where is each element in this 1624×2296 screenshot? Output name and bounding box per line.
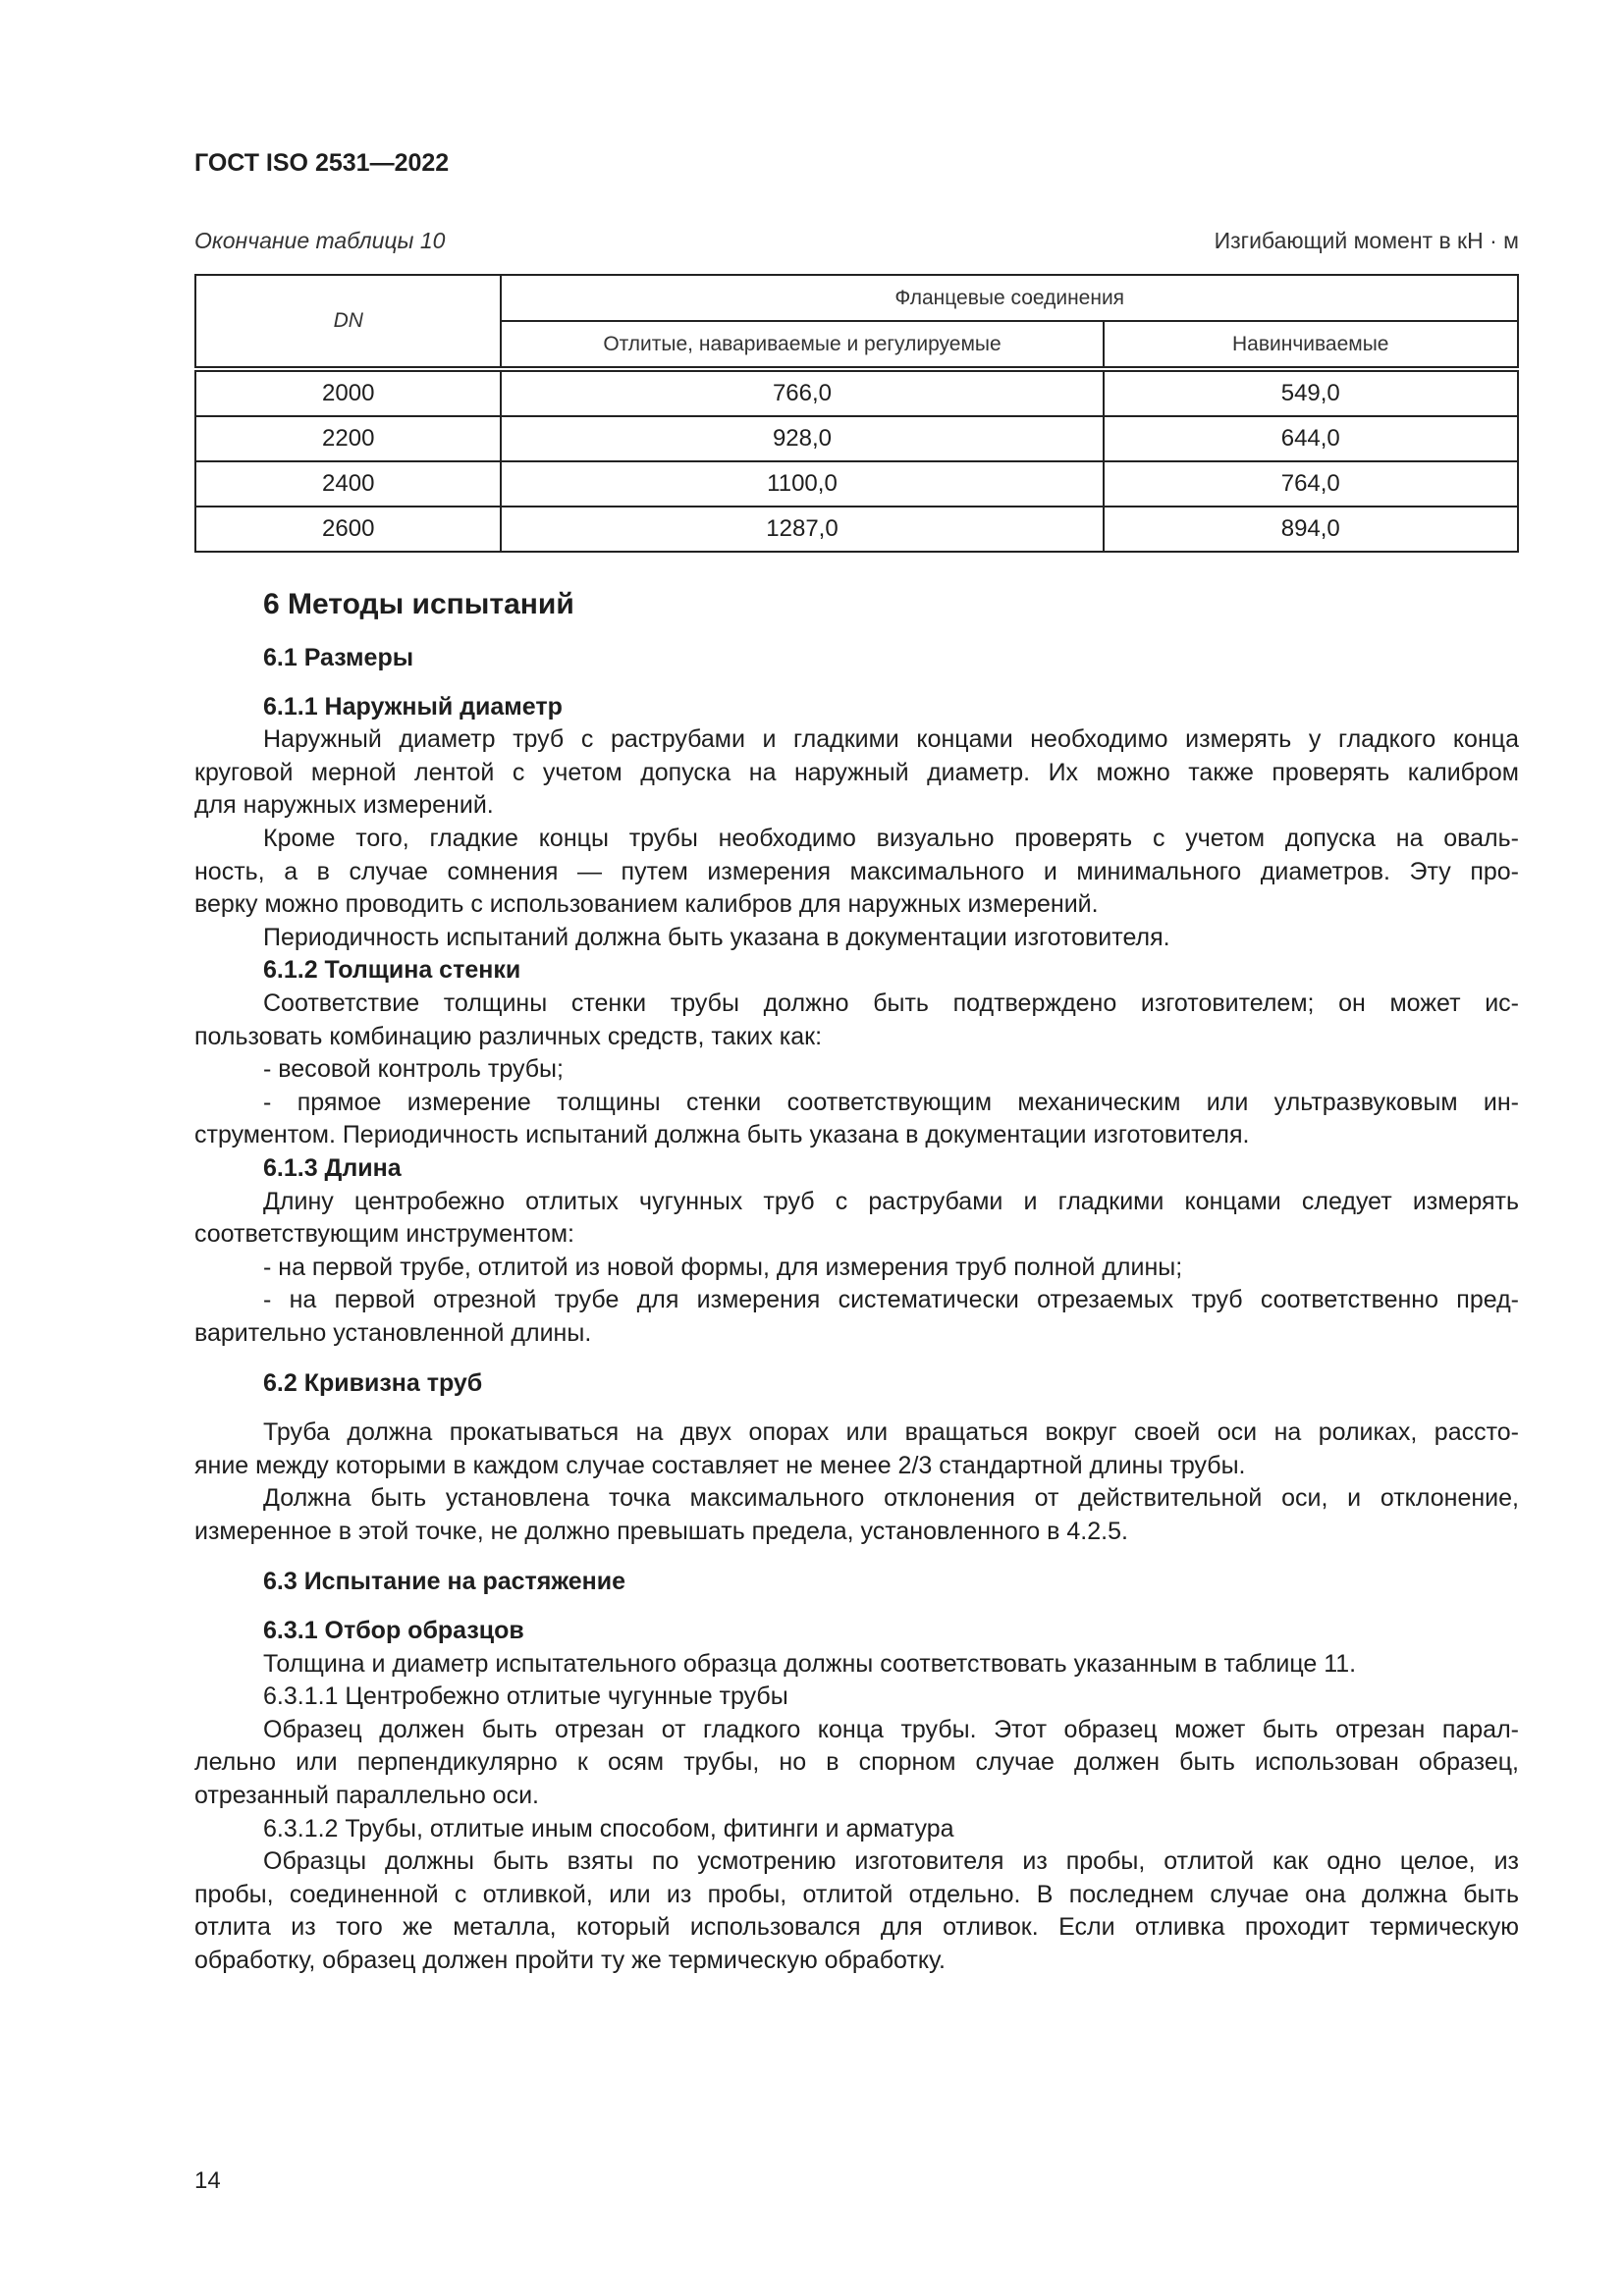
text-line: Образец должен быть отрезан от гладкого конца трубы. Этот образец может быть отрезан парал- xyxy=(263,1715,1519,1743)
text-line: круговой мерной лентой с учетом допуска на наружный диаметр. Их можно также проверять калибром xyxy=(194,758,1519,786)
paragraph xyxy=(194,922,1519,955)
cell-dn: 2600 xyxy=(195,507,501,552)
cell-dn: 2400 xyxy=(195,461,501,507)
text-line: струментом. Периодичность испытаний должна быть указана в документации изготовителя. xyxy=(194,1121,1250,1149)
text-line: - на первой трубе, отлитой из новой формы, для измерения труб полной длины; xyxy=(263,1253,1183,1281)
document-body xyxy=(194,585,1519,1978)
text-line: Образцы должны быть взяты по усмотрению изготовителя из пробы, отлитой как одно целое, из xyxy=(263,1847,1519,1876)
text-line: Труба должна прокатываться на двух опорах или вращаться вокруг своей оси на роликах, рассто- xyxy=(263,1418,1519,1447)
cell-screwed: 764,0 xyxy=(1104,461,1518,507)
subsection-heading: 6.1.1 Наружный диаметр xyxy=(263,692,563,721)
subsection-heading: 6.3.1 Отбор образцов xyxy=(263,1617,524,1645)
text-line: пробы, соединенной с отливкой, или из пробы, отлитой отдельно. В последнем случае она должна быть xyxy=(194,1880,1519,1908)
table-row xyxy=(195,461,1518,507)
cell-cast: 1100,0 xyxy=(501,461,1103,507)
cell-cast: 1287,0 xyxy=(501,507,1103,552)
cell-dn: 2200 xyxy=(195,416,501,461)
paragraph xyxy=(194,1845,1519,1977)
text-line: обработку, образец должен пройти ту же термическую обработку. xyxy=(194,1946,946,1974)
text-line: отрезанный параллельно оси. xyxy=(194,1782,540,1809)
section-heading: 6 Методы испытаний xyxy=(263,588,574,620)
paragraph xyxy=(194,1648,1519,1682)
paragraph xyxy=(194,1416,1519,1482)
text-line: Кроме того, гладкие концы трубы необходимо визуально проверять с учетом допуска на оваль- xyxy=(263,824,1519,852)
text-line: пользовать комбинацию различных средств, таких как: xyxy=(194,1022,823,1050)
table-row xyxy=(195,507,1518,552)
cell-cast: 766,0 xyxy=(501,369,1103,416)
paragraph xyxy=(194,1252,1519,1285)
text-line: Длину центробежно отлитых чугунных труб с раструбами и гладкими концами следует измерять xyxy=(263,1187,1519,1215)
paragraph xyxy=(194,988,1519,1053)
table-caption: Окончание таблицы 10 xyxy=(194,228,446,253)
table-10 xyxy=(194,274,1519,553)
paragraph xyxy=(194,1284,1519,1350)
paragraph xyxy=(194,1186,1519,1252)
header-flanged-joints: Фланцевые соединения xyxy=(501,275,1518,321)
text-line: ность, а в случае сомнения — путем измерения максимального и минимального диаметров. Эту про- xyxy=(194,857,1519,885)
text-line: Толщина и диаметр испытательного образца должны соответствовать указанным в таблице 11. xyxy=(263,1649,1357,1678)
text-line: измеренное в этой точке, не должно превышать предела, установленного в 4.2.5. xyxy=(194,1517,1128,1545)
text-line: Периодичность испытаний должна быть указана в документации изготовителя. xyxy=(263,923,1170,951)
text-line: - прямое измерение толщины стенки соответствующим механическим или ультразвуковым ин- xyxy=(263,1088,1519,1116)
cell-dn: 2000 xyxy=(195,369,501,416)
text-line: - на первой отрезной трубе для измерения систематически отрезаемых труб соответственно пред- xyxy=(263,1286,1519,1314)
header-dn: DN xyxy=(195,275,501,369)
text-line: Наружный диаметр труб с раструбами и гладкими концами необходимо измерять у гладкого конца xyxy=(263,725,1519,754)
paragraph xyxy=(194,1813,1519,1846)
paragraph xyxy=(194,1714,1519,1813)
cell-screwed: 644,0 xyxy=(1104,416,1518,461)
paragraph xyxy=(194,1681,1519,1714)
cell-cast: 928,0 xyxy=(501,416,1103,461)
paragraph xyxy=(194,823,1519,922)
subsection-heading: 6.1.3 Длина xyxy=(263,1153,402,1182)
subsection-heading: 6.2 Кривизна труб xyxy=(263,1369,483,1398)
subsection-heading: 6.1.2 Толщина стенки xyxy=(263,956,521,985)
text-line: лельно или перпендикулярно к осям трубы, но в спорном случае должен быть использован образец, xyxy=(194,1748,1519,1777)
text-line: Соответствие толщины стенки трубы должно быть подтверждено изготовителем; он может ис- xyxy=(263,988,1519,1017)
paragraph xyxy=(194,1087,1519,1152)
table-units: Изгибающий момент в кН · м xyxy=(1214,228,1519,253)
text-line: 6.3.1.2 Трубы, отлитые иным способом, фитинги и арматура xyxy=(263,1814,954,1842)
text-line: варительно установленной длины. xyxy=(194,1318,592,1347)
cell-screwed: 549,0 xyxy=(1104,369,1518,416)
paragraph xyxy=(194,723,1519,823)
text-line: соответствующим инструментом: xyxy=(194,1220,574,1249)
header-screwed: Навинчиваемые xyxy=(1104,321,1518,369)
table-row xyxy=(195,369,1518,416)
table-row xyxy=(195,416,1518,461)
subsection-heading: 6.1 Размеры xyxy=(263,644,414,671)
header-cast: Отлитые, навариваемые и регулируемые xyxy=(501,321,1103,369)
text-line: верку можно проводить с использованием калибров для наружных измерений. xyxy=(194,890,1099,919)
subsection-heading: 6.3 Испытание на растяжение xyxy=(263,1568,626,1596)
text-line: Должна быть установлена точка максимального отклонения от действительной оси, и отклонение, xyxy=(263,1484,1519,1513)
page-number: 14 xyxy=(194,2167,221,2194)
paragraph xyxy=(194,1053,1519,1087)
document-code: ГОСТ ISO 2531—2022 xyxy=(194,149,450,177)
text-line: для наружных измерений. xyxy=(194,791,494,820)
paragraph xyxy=(194,1482,1519,1548)
text-line: - весовой контроль трубы; xyxy=(263,1055,564,1084)
text-line: отлита из того же металла, который использовался для отливок. Если отливка проходит термическую xyxy=(194,1913,1519,1942)
text-line: яние между которыми в каждом случае составляет не менее 2/3 стандартной длины трубы. xyxy=(194,1451,1246,1479)
cell-screwed: 894,0 xyxy=(1104,507,1518,552)
text-line: 6.3.1.1 Центробежно отлитые чугунные трубы xyxy=(263,1682,788,1711)
